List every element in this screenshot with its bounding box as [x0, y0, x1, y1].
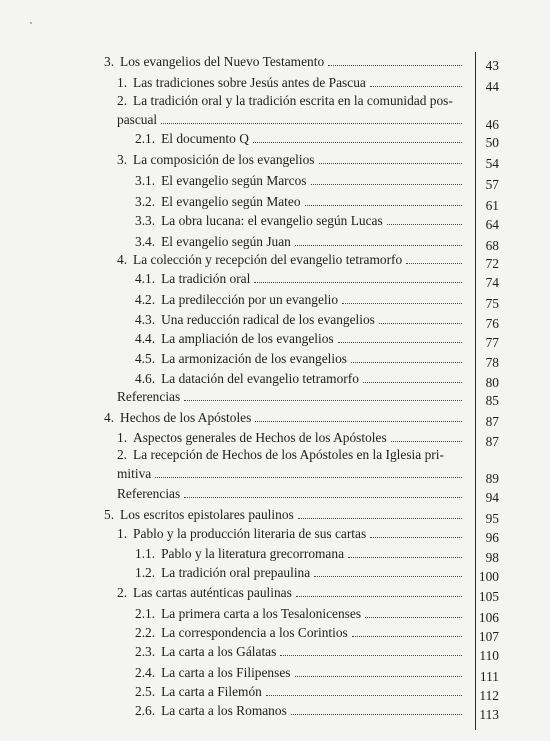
toc-entry	[135, 233, 466, 250]
toc-page-number: 74	[485, 275, 499, 290]
dot-leader	[291, 714, 462, 715]
toc-entry-title: Los escritos epistolares paulinos	[120, 507, 294, 522]
toc-page-number: 75	[485, 296, 499, 311]
toc-entry-number: 4.5.	[135, 351, 156, 366]
toc-entry	[117, 92, 466, 109]
toc-entry-number: 1.	[117, 526, 128, 541]
toc-entry	[135, 664, 466, 681]
toc-entry-title: Hechos de los Apóstoles	[120, 410, 252, 425]
toc-page-number: 61	[485, 198, 499, 213]
toc-entry	[135, 291, 466, 308]
toc-page-number: 85	[485, 393, 499, 408]
toc-entry-title: La carta a los Filipenses	[161, 665, 291, 680]
toc-page-number: 68	[485, 238, 499, 253]
toc-page-number: 98	[485, 550, 499, 565]
dot-leader	[314, 576, 462, 577]
toc-entry	[135, 130, 466, 147]
toc-entry-number: 4.2.	[135, 292, 156, 307]
dot-leader	[295, 245, 462, 246]
toc-page-number: 107	[478, 629, 499, 644]
toc-page-number: 43	[485, 58, 499, 73]
toc-entry-number: 3.	[117, 152, 128, 167]
toc-entry	[135, 605, 466, 622]
toc-entry	[117, 388, 466, 405]
toc-entry-title: La carta a Filemón	[161, 684, 262, 699]
toc-entry-title: Referencias	[117, 389, 181, 404]
toc-page-number: 54	[485, 156, 499, 171]
toc-page-number: 76	[485, 316, 499, 331]
toc-page-number: 106	[478, 610, 499, 625]
toc-entry-title: La carta a los Romanos	[161, 703, 287, 718]
toc-entry-number: 4.4.	[135, 331, 156, 346]
toc-entry-number: 2.	[117, 93, 128, 108]
dot-leader	[161, 123, 462, 124]
toc-entry-number: 2.6.	[135, 703, 156, 718]
toc-entry	[104, 506, 466, 523]
toc-entry-number: 2.3.	[135, 644, 156, 659]
toc-entry-number: 2.1.	[135, 131, 156, 146]
toc-page-number: 72	[485, 256, 499, 271]
toc-entry-number: 2.	[117, 585, 128, 600]
toc-page-number: 111	[479, 669, 499, 684]
toc-entry-number: 4.	[104, 410, 115, 425]
toc-page-number: 80	[485, 375, 499, 390]
toc-page-number: 94	[485, 490, 499, 505]
toc-entry-title: Referencias	[117, 486, 181, 501]
toc-entry-number: 1.	[117, 75, 128, 90]
toc-entry	[135, 683, 466, 700]
toc-entry	[135, 330, 466, 347]
dot-leader	[184, 400, 462, 401]
toc-entry-number: 4.3.	[135, 312, 156, 327]
toc-entry-number: 2.4.	[135, 665, 156, 680]
toc-entry-number: 4.1.	[135, 271, 156, 286]
toc-entry	[117, 485, 466, 502]
dot-leader	[253, 142, 462, 143]
dot-leader	[254, 282, 462, 283]
toc-page-number: 50	[485, 135, 499, 150]
toc-entry-number: 3.1.	[135, 173, 156, 188]
toc-entry	[104, 409, 466, 426]
toc-page-number: 44	[485, 79, 499, 94]
toc-entry-title: La composición de los evangelios	[133, 152, 315, 167]
toc-entry	[135, 350, 466, 367]
toc-page-number: 87	[485, 434, 499, 449]
toc-entry-title: La colección y recepción del evangelio tetramorfo	[133, 252, 403, 267]
toc-page-number: 87	[485, 414, 499, 429]
toc-entry	[135, 311, 466, 328]
toc-entry-number: 3.3.	[135, 213, 156, 228]
toc-entry-title: La primera carta a los Tesalonicenses	[161, 606, 362, 621]
dot-leader	[184, 497, 462, 498]
toc-entry-number: 2.	[117, 447, 128, 462]
toc-entry	[135, 624, 466, 641]
toc-entry-title: El documento Q	[161, 131, 249, 146]
dot-leader	[352, 636, 462, 637]
dot-leader	[348, 557, 462, 558]
toc-page-number: 89	[485, 471, 499, 486]
toc-entry-number: 2.1.	[135, 606, 156, 621]
toc-page-number: 78	[485, 355, 499, 370]
toc-entry-title: Pablo y la producción literaria de sus cartas	[133, 526, 367, 541]
toc-entry-number: 4.6.	[135, 371, 156, 386]
toc-entry-title: Pablo y la literatura grecorromana	[161, 546, 345, 561]
toc-entry	[135, 545, 466, 562]
toc-page-number: 110	[479, 648, 499, 663]
toc-entry	[135, 643, 466, 660]
toc-entry-number: 1.1.	[135, 546, 156, 561]
dot-leader	[295, 676, 463, 677]
dot-leader	[387, 224, 462, 225]
toc-page-number: 112	[479, 688, 499, 703]
dot-leader	[280, 655, 462, 656]
toc-entry-number: 3.2.	[135, 194, 156, 209]
dot-leader	[319, 163, 462, 164]
toc-entry-title: El evangelio según Marcos	[161, 173, 307, 188]
dot-leader	[338, 342, 462, 343]
toc-entry	[117, 584, 466, 601]
toc-entry-title: La datación del evangelio tetramorfo	[161, 371, 359, 386]
toc-entry-title: La correspondencia a los Corintios	[161, 625, 348, 640]
toc-page-number: 57	[485, 177, 499, 192]
toc-entry-number: 4.	[117, 252, 128, 267]
toc-entry	[117, 446, 466, 463]
toc-entry-title-continued: mitiva	[117, 466, 152, 481]
dot-leader	[155, 477, 462, 478]
toc-entry	[117, 151, 466, 168]
toc-entry-title: La obra lucana: el evangelio según Lucas	[161, 213, 383, 228]
toc-entry-continuation	[117, 465, 466, 482]
dot-leader	[311, 184, 463, 185]
toc-entry-title: La ampliación de los evangelios	[161, 331, 334, 346]
toc-entry	[117, 74, 466, 91]
dot-leader	[255, 421, 462, 422]
toc-entry-title: La carta a los Gálatas	[161, 644, 277, 659]
toc-entry	[104, 53, 466, 70]
dot-leader	[342, 303, 462, 304]
paper-speck	[30, 22, 32, 24]
toc-entry-title: La armonización de los evangelios	[161, 351, 348, 366]
toc-entry-title-continued: pascual	[117, 112, 158, 127]
dot-leader	[266, 695, 462, 696]
toc-page-number: 46	[485, 117, 499, 132]
toc-page-number: 95	[485, 511, 499, 526]
toc-entry-title: Aspectos generales de Hechos de los Apóstoles	[133, 430, 387, 445]
toc-entry-title: El evangelio según Mateo	[161, 194, 301, 209]
toc-entry-number: 1.	[117, 430, 128, 445]
dot-leader	[379, 323, 462, 324]
toc-entry	[135, 270, 466, 287]
toc-page-number: 113	[479, 707, 499, 722]
dot-leader	[370, 537, 462, 538]
dot-leader	[370, 86, 462, 87]
toc-page-number: 96	[485, 530, 499, 545]
toc-entry-number: 3.	[104, 54, 115, 69]
toc-entry-title: La tradición oral prepaulina	[161, 565, 311, 580]
toc-entry-title: La tradición oral	[161, 271, 251, 286]
toc-entry	[135, 212, 466, 229]
toc-page-number: 100	[478, 569, 499, 584]
dot-leader	[351, 362, 462, 363]
toc-page-number: 105	[478, 589, 499, 604]
toc-entry	[117, 525, 466, 542]
dot-leader	[391, 441, 462, 442]
toc-entry	[135, 172, 466, 189]
toc-entry	[117, 251, 466, 268]
dot-leader	[363, 382, 462, 383]
toc-entry	[135, 702, 466, 719]
toc-entry	[135, 370, 466, 387]
toc-entry-continuation	[117, 111, 466, 128]
toc-entry-number: 3.4.	[135, 234, 156, 249]
toc-entry-title: Una reducción radical de los evangelios	[161, 312, 375, 327]
dot-leader	[406, 263, 462, 264]
toc-entry-title: Las cartas auténticas paulinas	[133, 585, 292, 600]
toc-entry-title: La predilección por un evangelio	[161, 292, 339, 307]
toc-entry-title: Las tradiciones sobre Jesús antes de Pascua	[133, 75, 366, 90]
dot-leader	[298, 518, 462, 519]
toc-page-number: 64	[485, 217, 499, 232]
toc-entry	[135, 564, 466, 581]
toc-entry-title: La recepción de Hechos de los Apóstoles en la Iglesia pri-	[133, 447, 444, 462]
toc-entry	[135, 193, 466, 210]
dot-leader	[296, 596, 462, 597]
dot-leader	[328, 65, 462, 66]
toc-entry-title: La tradición oral y la tradición escrita en la comunidad pos-	[133, 93, 453, 108]
toc-entry-title: El evangelio según Juan	[161, 234, 291, 249]
dot-leader	[305, 205, 462, 206]
toc-entry	[117, 429, 466, 446]
toc-entry-number: 2.5.	[135, 684, 156, 699]
dot-leader	[365, 617, 462, 618]
toc-entry-number: 5.	[104, 507, 115, 522]
toc-entry-number: 1.2.	[135, 565, 156, 580]
toc-entry-title: Los evangelios del Nuevo Testamento	[120, 54, 325, 69]
toc-page-number: 77	[485, 335, 499, 350]
toc-entry-number: 2.2.	[135, 625, 156, 640]
